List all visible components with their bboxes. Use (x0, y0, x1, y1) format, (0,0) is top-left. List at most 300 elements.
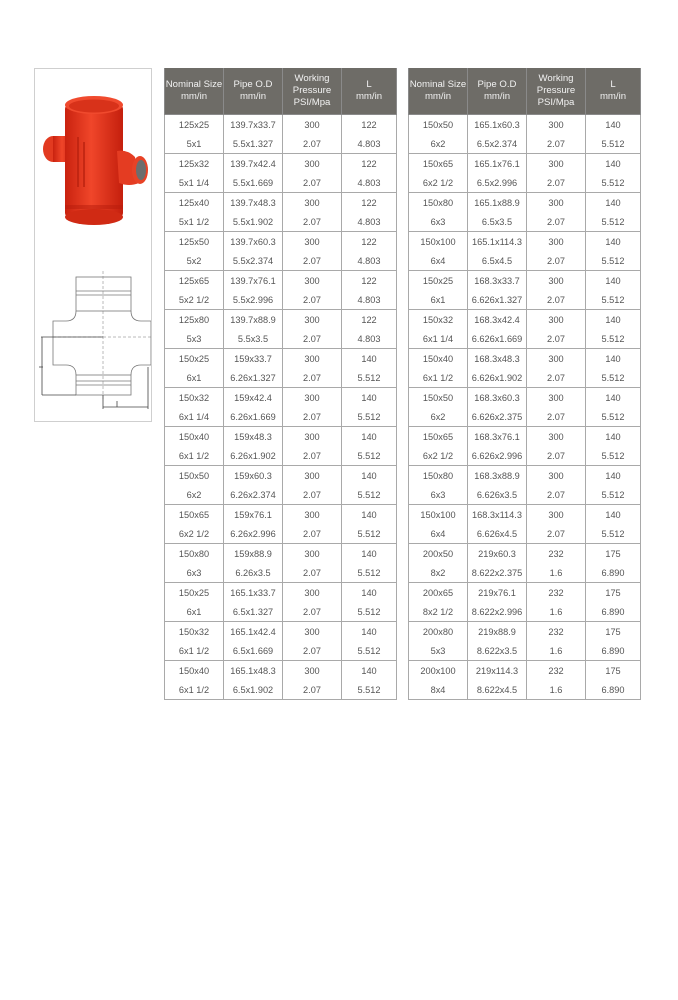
pipe-od-in-cell: 6.5x1.902 (224, 680, 283, 700)
nominal-size-in-cell: 6x2 1/2 (165, 524, 224, 544)
pressure-psi-cell: 300 (283, 544, 342, 564)
pressure-mpa-cell: 2.07 (527, 524, 586, 544)
pressure-psi-cell: 300 (527, 505, 586, 525)
length-in-cell: 5.512 (586, 485, 641, 505)
pressure-mpa-cell: 2.07 (283, 290, 342, 310)
pipe-od-in-cell: 6.26x3.5 (224, 563, 283, 583)
nominal-size-in-cell: 6x2 (409, 407, 468, 427)
pipe-od-mm-cell: 139.7x76.1 (224, 271, 283, 291)
table-row-imperial (409, 290, 641, 310)
pressure-mpa-cell: 2.07 (283, 407, 342, 427)
length-in-cell: 5.512 (586, 173, 641, 193)
pressure-psi-cell: 300 (283, 349, 342, 369)
pipe-od-in-cell: 6.626x2.996 (468, 446, 527, 466)
header-label: Working (538, 73, 574, 84)
pressure-psi-cell: 300 (283, 466, 342, 486)
nominal-size-mm-cell: 150x50 (165, 466, 224, 486)
table-row-imperial (409, 173, 641, 193)
header-unit: mm/in (355, 91, 383, 102)
pipe-od-in-cell: 8.622x2.996 (468, 602, 527, 622)
nominal-size-in-cell: 5x2 1/2 (165, 290, 224, 310)
pipe-od-mm-cell: 219x76.1 (468, 583, 527, 603)
pipe-od-mm-cell: 219x88.9 (468, 622, 527, 642)
nominal-size-in-cell: 6x1 1/4 (165, 407, 224, 427)
pressure-mpa-cell: 2.07 (527, 368, 586, 388)
pressure-psi-cell: 300 (283, 661, 342, 681)
pipe-od-in-cell: 6.626x4.5 (468, 524, 527, 544)
nominal-size-in-cell: 6x3 (409, 212, 468, 232)
pipe-od-in-cell: 6.5x2.374 (468, 134, 527, 154)
pressure-psi-cell: 300 (527, 388, 586, 408)
table-row-imperial (409, 134, 641, 154)
nominal-size-mm-cell: 150x80 (165, 544, 224, 564)
table-row-imperial (409, 446, 641, 466)
pressure-psi-cell: 300 (283, 271, 342, 291)
table-row-imperial (165, 368, 397, 388)
length-mm-cell: 122 (342, 232, 397, 252)
length-in-cell: 5.512 (342, 641, 397, 661)
table-row-imperial (165, 134, 397, 154)
table-row-imperial (165, 602, 397, 622)
length-mm-cell: 140 (586, 466, 641, 486)
pipe-od-in-cell: 8.622x4.5 (468, 680, 527, 700)
nominal-size-mm-cell: 150x25 (165, 349, 224, 369)
length-mm-cell: 122 (342, 115, 397, 135)
table-row-metric (409, 505, 641, 525)
header-pipe-od (224, 68, 283, 115)
pipe-od-mm-cell: 159x88.9 (224, 544, 283, 564)
length-mm-cell: 140 (586, 505, 641, 525)
nominal-size-mm-cell: 150x32 (409, 310, 468, 330)
table-row-imperial (409, 524, 641, 544)
nominal-size-mm-cell: 125x25 (165, 115, 224, 135)
header-working-pressure (283, 68, 342, 115)
nominal-size-mm-cell: 150x80 (409, 193, 468, 213)
nominal-size-mm-cell: 150x80 (409, 466, 468, 486)
header-label: Pipe O.D (233, 79, 273, 90)
pipe-od-mm-cell: 165.1x114.3 (468, 232, 527, 252)
table-row-metric (409, 271, 641, 291)
nominal-size-in-cell: 6x2 (409, 134, 468, 154)
pressure-mpa-cell: 2.07 (283, 212, 342, 232)
pressure-psi-cell: 300 (283, 310, 342, 330)
table-row-imperial (165, 641, 397, 661)
nominal-size-mm-cell: 150x100 (409, 232, 468, 252)
pressure-psi-cell: 300 (283, 427, 342, 447)
length-mm-cell: 175 (586, 544, 641, 564)
table-row-metric (165, 427, 397, 447)
pressure-mpa-cell: 1.6 (527, 563, 586, 583)
pipe-od-in-cell: 6.5x4.5 (468, 251, 527, 271)
length-mm-cell: 140 (342, 388, 397, 408)
length-in-cell: 5.512 (586, 407, 641, 427)
header-unit: mm/in (239, 91, 267, 102)
length-mm-cell: 140 (586, 310, 641, 330)
pipe-od-in-cell: 6.5x1.669 (224, 641, 283, 661)
length-in-cell: 5.512 (342, 407, 397, 427)
table-row-metric (409, 388, 641, 408)
nominal-size-mm-cell: 150x32 (165, 388, 224, 408)
table-row-metric (165, 466, 397, 486)
pressure-mpa-cell: 1.6 (527, 680, 586, 700)
table-row-metric (409, 583, 641, 603)
length-in-cell: 6.890 (586, 602, 641, 622)
table-row-metric (165, 310, 397, 330)
header-unit: mm/in (599, 91, 627, 102)
pipe-od-mm-cell: 159x48.3 (224, 427, 283, 447)
length-mm-cell: 122 (342, 154, 397, 174)
nominal-size-in-cell: 6x1 (165, 602, 224, 622)
header-label: Nominal Size (165, 79, 223, 90)
table-row-imperial (409, 329, 641, 349)
pipe-od-in-cell: 6.626x1.327 (468, 290, 527, 310)
table-row-metric (165, 349, 397, 369)
length-in-cell: 4.803 (342, 134, 397, 154)
table-row-imperial (165, 251, 397, 271)
header-nominal-size (165, 68, 224, 115)
table-row-metric (165, 661, 397, 681)
pipe-od-mm-cell: 159x76.1 (224, 505, 283, 525)
length-in-cell: 4.803 (342, 173, 397, 193)
pressure-mpa-cell: 2.07 (283, 563, 342, 583)
pressure-psi-cell: 300 (283, 232, 342, 252)
length-mm-cell: 140 (586, 271, 641, 291)
nominal-size-in-cell: 5x1 1/2 (165, 212, 224, 232)
pressure-psi-cell: 300 (527, 232, 586, 252)
pipe-od-mm-cell: 168.3x76.1 (468, 427, 527, 447)
table-row-metric (409, 622, 641, 642)
length-mm-cell: 140 (586, 154, 641, 174)
length-in-cell: 5.512 (342, 602, 397, 622)
pressure-mpa-cell: 2.07 (283, 173, 342, 193)
length-in-cell: 5.512 (342, 680, 397, 700)
pipe-od-mm-cell: 165.1x88.9 (468, 193, 527, 213)
length-mm-cell: 140 (342, 661, 397, 681)
spec-table-left (164, 68, 397, 700)
pressure-psi-cell: 300 (527, 154, 586, 174)
length-in-cell: 5.512 (586, 446, 641, 466)
length-mm-cell: 140 (342, 622, 397, 642)
pipe-od-in-cell: 5.5x2.996 (224, 290, 283, 310)
nominal-size-mm-cell: 150x25 (165, 583, 224, 603)
table-row-imperial (409, 212, 641, 232)
nominal-size-mm-cell: 200x100 (409, 661, 468, 681)
header-label: Pipe O.D (477, 79, 517, 90)
length-in-cell: 4.803 (342, 329, 397, 349)
red-reducing-cross-photo-icon (39, 87, 149, 237)
nominal-size-mm-cell: 150x65 (409, 427, 468, 447)
pressure-mpa-cell: 1.6 (527, 602, 586, 622)
length-in-cell: 5.512 (342, 524, 397, 544)
table-row-imperial (165, 329, 397, 349)
length-in-cell: 5.512 (586, 290, 641, 310)
pressure-mpa-cell: 2.07 (283, 251, 342, 271)
table-row-imperial (409, 602, 641, 622)
pipe-od-in-cell: 5.5x1.327 (224, 134, 283, 154)
nominal-size-in-cell: 5x1 (165, 134, 224, 154)
length-mm-cell: 140 (586, 349, 641, 369)
table-row-metric (409, 115, 641, 135)
table-row-metric (165, 388, 397, 408)
pipe-od-mm-cell: 165.1x60.3 (468, 115, 527, 135)
table-row-metric (409, 544, 641, 564)
length-mm-cell: 140 (586, 115, 641, 135)
length-mm-cell: 140 (342, 583, 397, 603)
pipe-od-in-cell: 6.626x1.902 (468, 368, 527, 388)
table-row-imperial (165, 524, 397, 544)
pressure-psi-cell: 232 (527, 622, 586, 642)
pipe-od-mm-cell: 139.7x42.4 (224, 154, 283, 174)
pressure-mpa-cell: 2.07 (527, 251, 586, 271)
pressure-mpa-cell: 2.07 (527, 329, 586, 349)
pressure-mpa-cell: 2.07 (527, 446, 586, 466)
nominal-size-mm-cell: 150x65 (165, 505, 224, 525)
pressure-mpa-cell: 1.6 (527, 641, 586, 661)
header-unit: mm/in (424, 91, 452, 102)
table-row-metric (165, 232, 397, 252)
length-in-cell: 5.512 (586, 134, 641, 154)
nominal-size-in-cell: 5x1 1/4 (165, 173, 224, 193)
pipe-od-mm-cell: 139.7x33.7 (224, 115, 283, 135)
table-row-metric (409, 232, 641, 252)
table-row-metric (409, 427, 641, 447)
pressure-mpa-cell: 2.07 (527, 173, 586, 193)
pipe-od-mm-cell: 139.7x88.9 (224, 310, 283, 330)
pipe-od-in-cell: 6.626x3.5 (468, 485, 527, 505)
pressure-psi-cell: 300 (527, 427, 586, 447)
pipe-od-mm-cell: 165.1x48.3 (224, 661, 283, 681)
header-unit: mm/in (180, 91, 208, 102)
header-unit: mm/in (483, 91, 511, 102)
pressure-mpa-cell: 2.07 (283, 524, 342, 544)
pressure-psi-cell: 300 (527, 193, 586, 213)
pressure-psi-cell: 232 (527, 583, 586, 603)
nominal-size-mm-cell: 200x65 (409, 583, 468, 603)
pressure-psi-cell: 300 (283, 388, 342, 408)
nominal-size-mm-cell: 150x50 (409, 388, 468, 408)
length-in-cell: 6.890 (586, 563, 641, 583)
table-row-metric (165, 583, 397, 603)
nominal-size-in-cell: 6x1 1/2 (165, 641, 224, 661)
nominal-size-in-cell: 6x3 (165, 563, 224, 583)
table-row-imperial (409, 368, 641, 388)
pipe-od-in-cell: 5.5x3.5 (224, 329, 283, 349)
table-row-metric (165, 271, 397, 291)
pressure-mpa-cell: 2.07 (527, 212, 586, 232)
length-mm-cell: 175 (586, 622, 641, 642)
length-in-cell: 6.890 (586, 680, 641, 700)
pressure-psi-cell: 300 (527, 271, 586, 291)
length-in-cell: 6.890 (586, 641, 641, 661)
nominal-size-in-cell: 6x3 (409, 485, 468, 505)
header-pipe-od (468, 68, 527, 115)
length-mm-cell: 175 (586, 661, 641, 681)
pipe-od-in-cell: 6.26x1.902 (224, 446, 283, 466)
table-row-metric (165, 193, 397, 213)
nominal-size-mm-cell: 125x40 (165, 193, 224, 213)
nominal-size-mm-cell: 150x65 (409, 154, 468, 174)
table-header-row (409, 68, 641, 115)
header-unit: PSI/Mpa (537, 97, 575, 108)
spec-table-right-body (409, 115, 641, 700)
nominal-size-in-cell: 6x1 1/2 (165, 680, 224, 700)
pipe-od-in-cell: 6.26x2.996 (224, 524, 283, 544)
table-row-imperial (409, 641, 641, 661)
pipe-od-mm-cell: 168.3x114.3 (468, 505, 527, 525)
header-nominal-size (409, 68, 468, 115)
nominal-size-in-cell: 8x2 (409, 563, 468, 583)
nominal-size-mm-cell: 150x50 (409, 115, 468, 135)
header-working-pressure (527, 68, 586, 115)
pressure-mpa-cell: 2.07 (527, 407, 586, 427)
nominal-size-in-cell: 8x4 (409, 680, 468, 700)
nominal-size-in-cell: 6x4 (409, 251, 468, 271)
pipe-od-mm-cell: 159x33.7 (224, 349, 283, 369)
header-length (586, 68, 641, 115)
length-in-cell: 5.512 (342, 563, 397, 583)
nominal-size-mm-cell: 150x40 (165, 661, 224, 681)
header-label: Working (294, 73, 330, 84)
table-row-imperial (165, 212, 397, 232)
pipe-od-mm-cell: 168.3x48.3 (468, 349, 527, 369)
length-in-cell: 5.512 (342, 485, 397, 505)
pipe-od-in-cell: 6.5x3.5 (468, 212, 527, 232)
length-in-cell: 5.512 (342, 368, 397, 388)
length-mm-cell: 122 (342, 271, 397, 291)
spec-table-left-body (165, 115, 397, 700)
table-row-metric (409, 466, 641, 486)
pressure-mpa-cell: 2.07 (283, 329, 342, 349)
table-header-row (165, 68, 397, 115)
table-row-metric (409, 193, 641, 213)
spec-table-right (408, 68, 641, 700)
length-in-cell: 5.512 (586, 329, 641, 349)
nominal-size-mm-cell: 125x80 (165, 310, 224, 330)
length-mm-cell: 122 (342, 310, 397, 330)
pressure-mpa-cell: 2.07 (283, 368, 342, 388)
header-unit: PSI/Mpa (293, 97, 331, 108)
pipe-od-in-cell: 6.26x1.669 (224, 407, 283, 427)
pressure-psi-cell: 300 (283, 154, 342, 174)
nominal-size-in-cell: 5x3 (165, 329, 224, 349)
table-row-imperial (165, 485, 397, 505)
nominal-size-in-cell: 6x1 (165, 368, 224, 388)
nominal-size-mm-cell: 125x65 (165, 271, 224, 291)
pressure-mpa-cell: 2.07 (527, 290, 586, 310)
length-in-cell: 4.803 (342, 251, 397, 271)
table-row-imperial (165, 290, 397, 310)
pipe-od-mm-cell: 165.1x33.7 (224, 583, 283, 603)
pressure-psi-cell: 300 (283, 193, 342, 213)
nominal-size-in-cell: 6x4 (409, 524, 468, 544)
length-mm-cell: 140 (586, 193, 641, 213)
table-row-imperial (409, 563, 641, 583)
product-image-panel (34, 68, 152, 422)
length-in-cell: 5.512 (586, 524, 641, 544)
pipe-od-mm-cell: 139.7x60.3 (224, 232, 283, 252)
nominal-size-mm-cell: 125x32 (165, 154, 224, 174)
length-mm-cell: 140 (342, 349, 397, 369)
table-row-metric (165, 505, 397, 525)
pressure-mpa-cell: 2.07 (283, 641, 342, 661)
table-row-metric (165, 115, 397, 135)
length-mm-cell: 175 (586, 583, 641, 603)
pipe-od-in-cell: 6.5x2.996 (468, 173, 527, 193)
table-row-imperial (165, 563, 397, 583)
nominal-size-mm-cell: 200x50 (409, 544, 468, 564)
length-mm-cell: 140 (342, 544, 397, 564)
pipe-od-in-cell: 6.626x2.375 (468, 407, 527, 427)
table-row-metric (165, 544, 397, 564)
table-row-imperial (165, 446, 397, 466)
nominal-size-mm-cell: 150x40 (165, 427, 224, 447)
pressure-mpa-cell: 2.07 (527, 134, 586, 154)
nominal-size-mm-cell: 150x100 (409, 505, 468, 525)
table-row-imperial (165, 680, 397, 700)
table-row-imperial (165, 407, 397, 427)
pipe-od-mm-cell: 165.1x42.4 (224, 622, 283, 642)
nominal-size-mm-cell: 150x40 (409, 349, 468, 369)
pressure-psi-cell: 300 (527, 310, 586, 330)
table-row-imperial (409, 680, 641, 700)
pipe-od-mm-cell: 168.3x42.4 (468, 310, 527, 330)
pressure-mpa-cell: 2.07 (283, 680, 342, 700)
table-row-metric (409, 310, 641, 330)
pipe-od-in-cell: 8.622x3.5 (468, 641, 527, 661)
table-row-metric (409, 661, 641, 681)
pipe-od-mm-cell: 168.3x60.3 (468, 388, 527, 408)
table-row-imperial (165, 173, 397, 193)
header-length (342, 68, 397, 115)
length-in-cell: 4.803 (342, 290, 397, 310)
length-in-cell: 5.512 (586, 368, 641, 388)
length-mm-cell: 140 (586, 388, 641, 408)
nominal-size-in-cell: 6x2 1/2 (409, 446, 468, 466)
pressure-psi-cell: 300 (527, 466, 586, 486)
header-label: L (610, 79, 616, 90)
pipe-od-in-cell: 5.5x1.669 (224, 173, 283, 193)
length-mm-cell: 140 (342, 466, 397, 486)
table-row-metric (165, 154, 397, 174)
nominal-size-in-cell: 6x1 (409, 290, 468, 310)
nominal-size-mm-cell: 150x32 (165, 622, 224, 642)
header-label: Pressure (536, 85, 576, 96)
pressure-psi-cell: 232 (527, 544, 586, 564)
nominal-size-in-cell: 6x1 1/4 (409, 329, 468, 349)
pipe-od-mm-cell: 168.3x88.9 (468, 466, 527, 486)
nominal-size-in-cell: 8x2 1/2 (409, 602, 468, 622)
length-mm-cell: 140 (586, 427, 641, 447)
pipe-od-mm-cell: 219x114.3 (468, 661, 527, 681)
nominal-size-mm-cell: 150x25 (409, 271, 468, 291)
pressure-mpa-cell: 2.07 (283, 485, 342, 505)
pipe-od-in-cell: 6.5x1.327 (224, 602, 283, 622)
length-mm-cell: 122 (342, 193, 397, 213)
length-mm-cell: 140 (586, 232, 641, 252)
pressure-mpa-cell: 2.07 (283, 134, 342, 154)
table-row-imperial (409, 407, 641, 427)
header-label: L (366, 79, 372, 90)
nominal-size-in-cell: 6x2 1/2 (409, 173, 468, 193)
table-row-imperial (409, 251, 641, 271)
pipe-od-mm-cell: 168.3x33.7 (468, 271, 527, 291)
length-in-cell: 5.512 (342, 446, 397, 466)
pressure-psi-cell: 300 (283, 583, 342, 603)
pipe-od-mm-cell: 159x60.3 (224, 466, 283, 486)
table-row-imperial (409, 485, 641, 505)
length-in-cell: 5.512 (586, 212, 641, 232)
length-in-cell: 4.803 (342, 212, 397, 232)
